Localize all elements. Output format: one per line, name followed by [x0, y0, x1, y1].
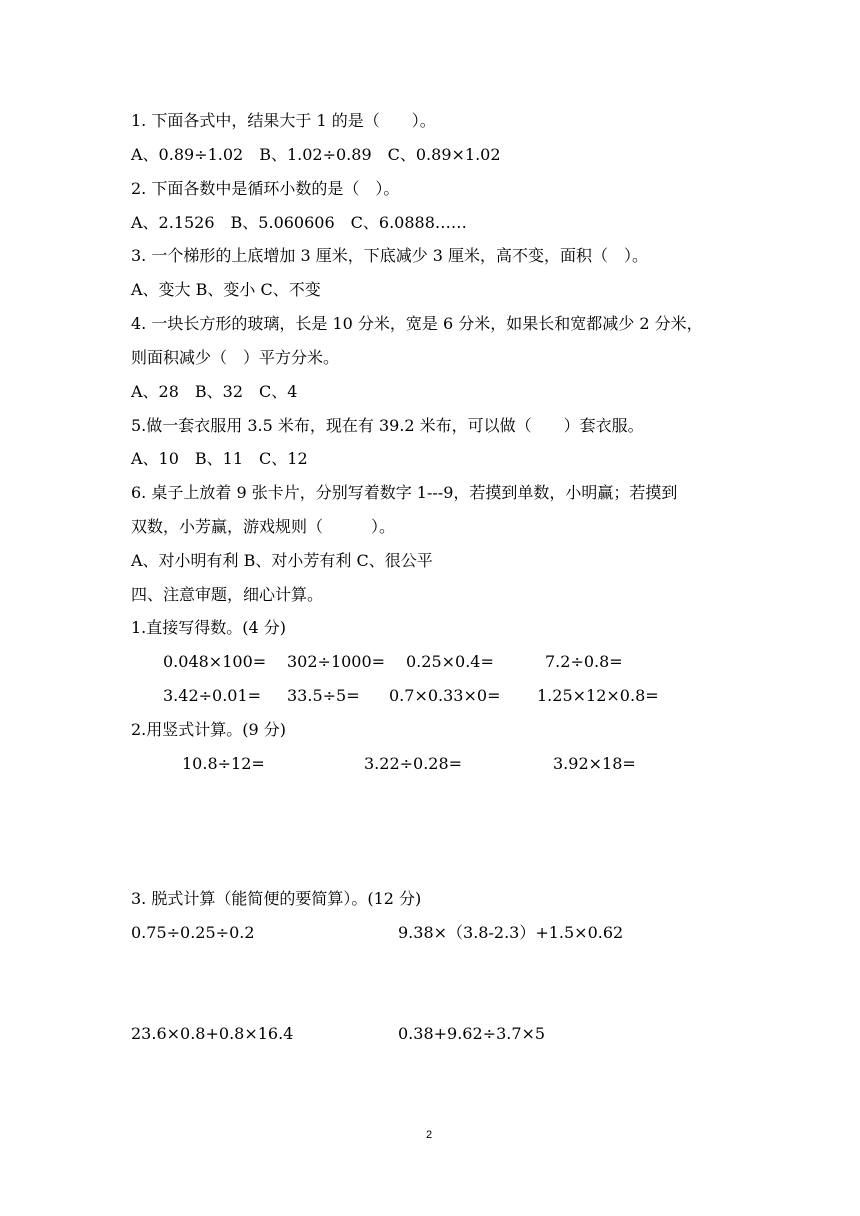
subsection-3-heading: 3. 脱式计算（能简便的要简算）。(12 分)	[131, 889, 422, 908]
calc-item: 0.75÷0.25÷0.2	[131, 923, 255, 942]
question-4-line-1: 4. 一块长方形的玻璃，长是 10 分米，宽是 6 分米，如果长和宽都减少 2 分米，	[131, 314, 703, 333]
calc-item: 1.25×12×0.8=	[537, 686, 659, 705]
subsection-1-heading: 1.直接写得数。(4 分)	[131, 618, 287, 637]
calc-item: 0.25×0.4=	[406, 652, 494, 671]
question-5-options: A、10 B、11 C、12	[131, 449, 308, 468]
calc-item: 23.6×0.8+0.8×16.4	[131, 1024, 294, 1043]
calc-item: 0.38+9.62÷3.7×5	[398, 1024, 546, 1043]
section-4-heading: 四、注意审题，细心计算。	[131, 585, 324, 604]
question-6-options: A、对小明有利 B、对小芳有利 C、很公平	[131, 551, 433, 570]
question-2: 2. 下面各数中是循环小数的是（ ）。	[131, 179, 400, 198]
calc-item: 33.5÷5=	[287, 686, 360, 705]
calc-item: 0.048×100=	[163, 652, 267, 671]
subsection-2-heading: 2.用竖式计算。(9 分)	[131, 720, 287, 739]
calc-item: 3.42÷0.01=	[163, 686, 262, 705]
question-4-line-2: 则面积减少（ ）平方分米。	[131, 348, 340, 367]
calc-item: 3.92×18=	[553, 754, 636, 773]
calc-item: 10.8÷12=	[182, 754, 265, 773]
calc-item: 3.22÷0.28=	[364, 754, 463, 773]
calc-item: 302÷1000=	[287, 652, 386, 671]
question-3-options: A、变大 B、变小 C、不变	[131, 280, 321, 299]
page-number: 2	[426, 1129, 433, 1141]
question-2-options: A、2.1526 B、5.060606 C、6.0888……	[131, 213, 467, 232]
question-4-options: A、28 B、32 C、4	[131, 382, 298, 401]
calc-item: 0.7×0.33×0=	[389, 686, 501, 705]
question-1-options: A、0.89÷1.02 B、1.02÷0.89 C、0.89×1.02	[131, 145, 501, 164]
question-1: 1. 下面各式中，结果大于 1 的是（ ）。	[131, 111, 436, 130]
question-6-line-1: 6. 桌子上放着 9 张卡片，分别写着数字 1---9，若摸到单数，小明赢；若摸到	[131, 483, 678, 502]
calc-item: 7.2÷0.8=	[545, 652, 623, 671]
question-5: 5.做一套衣服用 3.5 米布，现在有 39.2 米布，可以做（ ）套衣服。	[131, 416, 644, 435]
question-3: 3. 一个梯形的上底增加 3 厘米，下底减少 3 厘米，高不变，面积（ ）。	[131, 246, 649, 265]
calc-item: 9.38×（3.8-2.3）+1.5×0.62	[398, 923, 624, 942]
question-6-line-2: 双数，小芳赢，游戏规则（ ）。	[131, 517, 396, 536]
